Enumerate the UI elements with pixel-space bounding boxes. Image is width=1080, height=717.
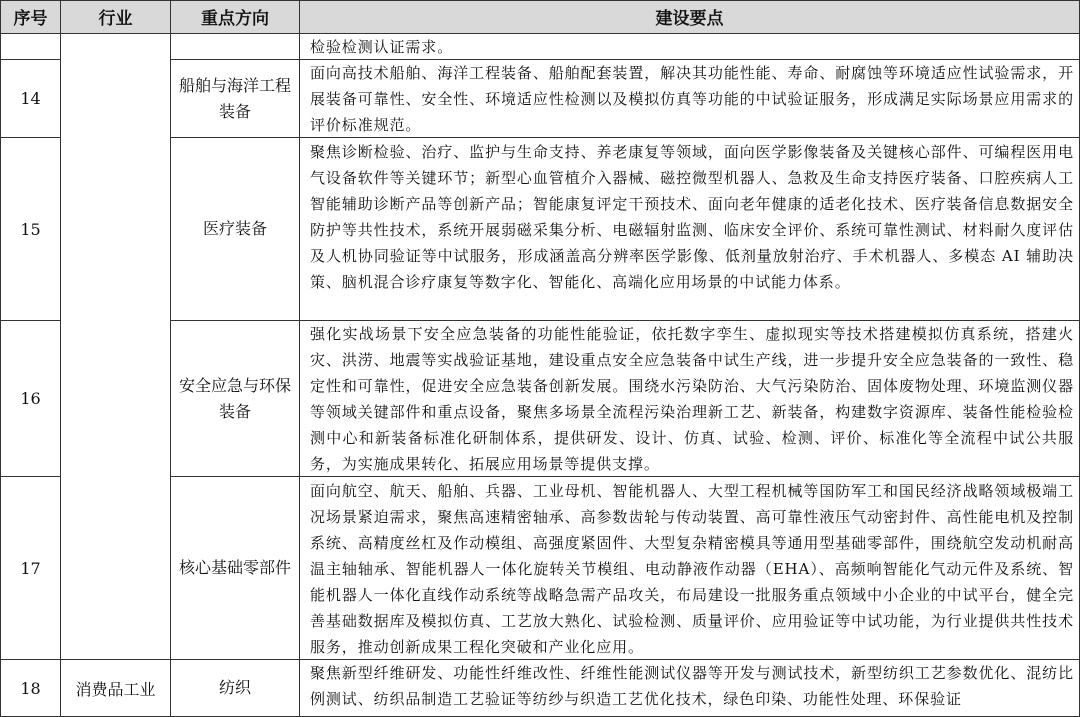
row-points-continuation: 检验检测认证需求。 (310, 38, 454, 56)
row-seq-14: 14 (20, 89, 41, 108)
row-direction-17: 核心基础零部件 (179, 558, 292, 577)
row-seq-15: 15 (20, 219, 41, 239)
row-direction-16: 安全应急与环保装备 (179, 375, 292, 421)
header-points: 建设要点 (300, 0, 1079, 33)
row-points-14: 面向高技术船舶、海洋工程装备、船舶配套装置，解决其功能性能、寿命、耐腐蚀等环境适应性试验需求，开展装备可靠性、安全性、环境适应性检测以及模拟仿真等功能的中试验证服务，形成满足实际场景应用需求的评价标准规范。 (310, 64, 1074, 134)
row-direction-18: 纺织 (218, 678, 251, 697)
row-seq-17: 17 (20, 558, 41, 578)
header-seq: 序号 (1, 0, 60, 33)
row-seq-16: 16 (20, 389, 41, 408)
header-industry: 行业 (61, 0, 170, 33)
row-industry-18: 消费品工业 (75, 679, 156, 699)
row-direction-14: 船舶与海洋工程装备 (179, 75, 292, 121)
row-points-17: 面向航空、航天、船舶、兵器、工业母机、智能机器人、大型工程机械等国防军工和国民经济战略领域极端工况场景紧迫需求，聚焦高速精密轴承、高参数齿轮与传动装置、高可靠性液压气动密封件、高性能电机及控制系统、高精度丝杠及作动模组、高强度紧固件、大型复杂精密模具等通用型基础零部件，围绕航空发动机耐高温主轴轴承、智能机器人一体化旋转关节模组、电动静液作动器（EHA）、高频响智能化气动元件及系统、智能机器人一体化直线作动系统等战略急需产品攻关，布局建设一批服务重点领域中小企业的中试平台，健全完善基础数据库及模拟仿真、工艺放大熟化、试验检测、质量评价、应用验证等中试功能，为行业提供共性技术服务，推动创新成果工程化突破和产业化应用。 (310, 482, 1074, 656)
header-direction: 重点方向 (171, 0, 299, 33)
row-points-16: 强化实战场景下安全应急装备的功能性能验证，依托数字孪生、虚拟现实等技术搭建模拟仿真系统，搭建火灾、洪涝、地震等实战验证基地，建设重点安全应急装备中试生产线，进一步提升安全应急装备的一致性、稳定性和可靠性，促进安全应急装备创新发展。围绕水污染防治、大气污染防治、固体废物处理、环境监测仪器等领域关键部件和重点设备，聚焦多场景全流程污染治理新工艺、新装备，构建数字资源库、装备性能检验检测中心和新装备标准化研制体系，提供研发、设计、仿真、试验、检测、评价、标准化等全流程中试公共服务，为实施成果转化、拓展应用场景等提供支撑。 (310, 325, 1074, 473)
row-seq-18: 18 (20, 678, 41, 698)
row-points-15: 聚焦诊断检验、治疗、监护与生命支持、养老康复等领域，面向医学影像装备及关键核心部件、可编程医用电气设备软件等关键环节；新型心血管植介入器械、磁控微型机器人、急救及生命支持医疗装备、口腔疾病人工智能辅助诊断产品等创新产品；智能康复评定干预技术、面向老年健康的适老化技术、医疗装备信息数据安全防护等共性技术，系统开展弱磁采集分析、电磁辐射监测、临床安全评价、系统可靠性测试、材料耐久度评估及人机协同验证等中试服务，形成涵盖高分辨率医学影像、低剂量放射治疗、手术机器人、多模态 AI 辅助决策、脑机混合诊疗康复等数字化、智能化、高端化应用场景的中试能力体系。 (310, 143, 1074, 291)
row-direction-15: 医疗装备 (202, 219, 267, 238)
row-points-18: 聚焦新型纤维研发、功能性纤维改性、纤维性能测试仪器等开发与测试技术，新型纺织工艺参数优化、混纺比例测试、纺织品制造工艺验证等纺纱与织造工艺优化技术，绿色印染、功能性处理、环保验证 (310, 664, 1074, 708)
